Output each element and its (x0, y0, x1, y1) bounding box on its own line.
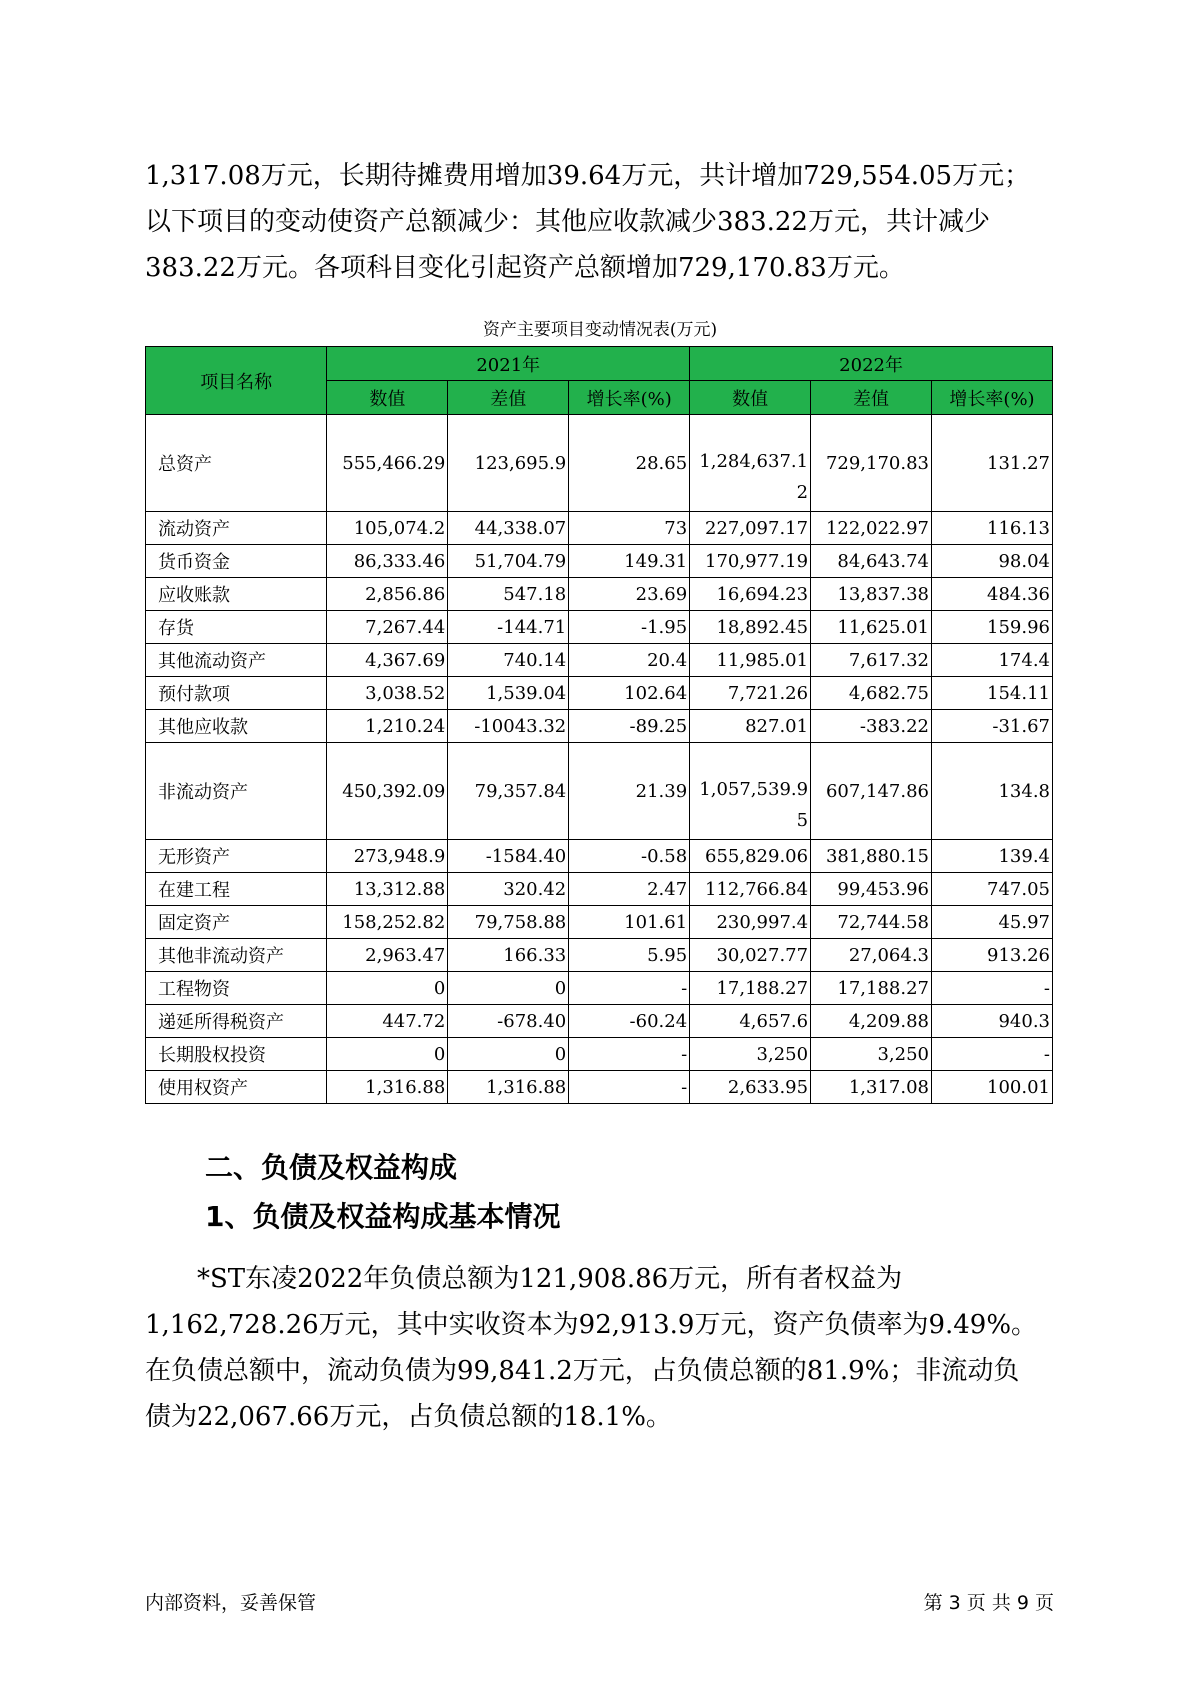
cell-v2021: 555,466.29 (327, 415, 448, 512)
cell-g2021: 149.31 (569, 545, 690, 578)
cell-d2022: 13,837.38 (811, 578, 932, 611)
cell-g2021: 101.61 (569, 906, 690, 939)
cell-v2021: 3,038.52 (327, 677, 448, 710)
cell-d2022: 607,147.86 (811, 743, 932, 840)
header-diff-2021: 差值 (448, 381, 569, 415)
cell-g2021: 5.95 (569, 939, 690, 972)
paragraph-line: 1,317.08万元，长期待摊费用增加39.64万元，共计增加729,554.05万元； (145, 161, 1031, 191)
cell-v2022: 655,829.06 (690, 840, 811, 873)
table-row (146, 644, 1053, 677)
cell-d2022: 17,188.27 (811, 972, 932, 1005)
cell-g2022: -31.67 (932, 710, 1053, 743)
cell-d2022: 122,022.97 (811, 512, 932, 545)
cell-d2021: 740.14 (448, 644, 569, 677)
cell-d2021: 1,539.04 (448, 677, 569, 710)
cell-g2022: 139.4 (932, 840, 1053, 873)
cell-v2021: 0 (327, 1038, 448, 1071)
cell-g2021: 21.39 (569, 743, 690, 840)
table-row (146, 512, 1053, 545)
cell-g2021: - (569, 1038, 690, 1071)
cell-g2022: 154.11 (932, 677, 1053, 710)
row-item-name: 工程物资 (146, 972, 327, 1005)
row-item-name: 递延所得税资产 (146, 1005, 327, 1038)
row-item-name: 在建工程 (146, 873, 327, 906)
table-row (146, 840, 1053, 873)
row-item-name: 其他流动资产 (146, 644, 327, 677)
cell-g2022: 100.01 (932, 1071, 1053, 1104)
cell-v2022: 17,188.27 (690, 972, 811, 1005)
cell-v2022: 30,027.77 (690, 939, 811, 972)
cell-g2022: 747.05 (932, 873, 1053, 906)
cell-v2022: 112,766.84 (690, 873, 811, 906)
paragraph-line: 1,162,728.26万元，其中实收资本为92,913.9万元，资产负债率为9.49%。 (145, 1310, 1038, 1340)
cell-g2022: 134.8 (932, 743, 1053, 840)
cell-v2021: 2,963.47 (327, 939, 448, 972)
row-item-name: 存货 (146, 611, 327, 644)
cell-v2021: 0 (327, 972, 448, 1005)
row-item-name: 流动资产 (146, 512, 327, 545)
row-item-name: 无形资产 (146, 840, 327, 873)
cell-d2022: 1,317.08 (811, 1071, 932, 1104)
cell-v2022: 827.01 (690, 710, 811, 743)
cell-d2021: 79,357.84 (448, 743, 569, 840)
section-heading: 二、负债及权益构成 (205, 1151, 458, 1184)
cell-g2022: - (932, 1038, 1053, 1071)
row-item-name: 使用权资产 (146, 1071, 327, 1104)
table-row (146, 545, 1053, 578)
cell-v2022 (690, 743, 811, 840)
cell-g2021: -1.95 (569, 611, 690, 644)
cell-g2022: 174.4 (932, 644, 1053, 677)
cell-d2021: 547.18 (448, 578, 569, 611)
cell-value-text: 1,057,539.95 (699, 779, 809, 831)
cell-d2022: 4,682.75 (811, 677, 932, 710)
table-row (146, 710, 1053, 743)
cell-v2022: 11,985.01 (690, 644, 811, 677)
footer-confidential-note: 内部资料，妥善保管 (145, 1592, 317, 1614)
table-row (146, 578, 1053, 611)
cell-d2022: 4,209.88 (811, 1005, 932, 1038)
paragraph-line: 在负债总额中，流动负债为99,841.2万元，占负债总额的81.9%；非流动负 (145, 1356, 1020, 1386)
cell-v2022: 227,097.17 (690, 512, 811, 545)
cell-v2021: 273,948.9 (327, 840, 448, 873)
table-row (146, 611, 1053, 644)
cell-v2022: 3,250 (690, 1038, 811, 1071)
cell-v2022: 170,977.19 (690, 545, 811, 578)
cell-d2021: 1,316.88 (448, 1071, 569, 1104)
header-year-2022: 2022年 (690, 347, 1053, 381)
cell-g2021: 28.65 (569, 415, 690, 512)
table-caption: 资产主要项目变动情况表(万元) (482, 320, 718, 340)
cell-g2021: 102.64 (569, 677, 690, 710)
cell-v2021: 1,210.24 (327, 710, 448, 743)
cell-g2021: -60.24 (569, 1005, 690, 1038)
header-growth-2021: 增长率(%) (569, 381, 690, 415)
cell-g2021: -0.58 (569, 840, 690, 873)
cell-g2021: -89.25 (569, 710, 690, 743)
table-row (146, 743, 1053, 840)
header-year-2021: 2021年 (327, 347, 690, 381)
cell-v2021: 447.72 (327, 1005, 448, 1038)
asset-change-table (145, 346, 1053, 1104)
liability-paragraph (145, 1256, 1055, 1440)
cell-g2022: 913.26 (932, 939, 1053, 972)
row-item-name: 其他非流动资产 (146, 939, 327, 972)
cell-value-text: 1,284,637.12 (699, 451, 809, 503)
footer-page-number: 第 3 页 共 9 页 (923, 1592, 1054, 1614)
header-value-2022: 数值 (690, 381, 811, 415)
intro-paragraph (145, 153, 1055, 291)
header-value-2021: 数值 (327, 381, 448, 415)
table-row (146, 677, 1053, 710)
table-row (146, 1071, 1053, 1104)
cell-d2021: -144.71 (448, 611, 569, 644)
cell-v2021: 13,312.88 (327, 873, 448, 906)
row-item-name: 预付款项 (146, 677, 327, 710)
subsection-heading: 1、负债及权益构成基本情况 (205, 1200, 561, 1233)
cell-d2021: 123,695.9 (448, 415, 569, 512)
cell-g2021: 20.4 (569, 644, 690, 677)
cell-d2021: 0 (448, 972, 569, 1005)
cell-g2022: 98.04 (932, 545, 1053, 578)
cell-g2021: 73 (569, 512, 690, 545)
cell-d2022: 27,064.3 (811, 939, 932, 972)
cell-v2021: 86,333.46 (327, 545, 448, 578)
cell-d2021: -678.40 (448, 1005, 569, 1038)
row-item-name: 非流动资产 (146, 743, 327, 840)
cell-v2022: 18,892.45 (690, 611, 811, 644)
row-item-name: 长期股权投资 (146, 1038, 327, 1071)
row-item-name: 货币资金 (146, 545, 327, 578)
table-row (146, 873, 1053, 906)
paragraph-line: 债为22,067.66万元，占负债总额的18.1%。 (145, 1402, 672, 1432)
cell-g2022: 484.36 (932, 578, 1053, 611)
paragraph-line: 以下项目的变动使资产总额减少：其他应收款减少383.22万元，共计减少 (145, 207, 990, 237)
cell-g2022: 159.96 (932, 611, 1053, 644)
cell-v2021: 4,367.69 (327, 644, 448, 677)
cell-d2022: 72,744.58 (811, 906, 932, 939)
cell-d2021: 166.33 (448, 939, 569, 972)
cell-d2021: -1584.40 (448, 840, 569, 873)
cell-v2022: 2,633.95 (690, 1071, 811, 1104)
cell-d2022: 3,250 (811, 1038, 932, 1071)
cell-d2021: 79,758.88 (448, 906, 569, 939)
cell-g2022: - (932, 972, 1053, 1005)
table-row (146, 906, 1053, 939)
table-row (146, 939, 1053, 972)
cell-d2022: 729,170.83 (811, 415, 932, 512)
cell-v2021: 158,252.82 (327, 906, 448, 939)
row-item-name: 其他应收款 (146, 710, 327, 743)
cell-g2022: 45.97 (932, 906, 1053, 939)
cell-d2022: 11,625.01 (811, 611, 932, 644)
cell-g2021: - (569, 972, 690, 1005)
cell-d2021: -10043.32 (448, 710, 569, 743)
cell-g2022: 940.3 (932, 1005, 1053, 1038)
table-row (146, 415, 1053, 512)
cell-v2021: 1,316.88 (327, 1071, 448, 1104)
header-diff-2022: 差值 (811, 381, 932, 415)
row-item-name: 总资产 (146, 415, 327, 512)
cell-g2021: 2.47 (569, 873, 690, 906)
paragraph-line: *ST东凌2022年负债总额为121,908.86万元，所有者权益为 (197, 1264, 903, 1294)
cell-d2021: 44,338.07 (448, 512, 569, 545)
cell-g2021: - (569, 1071, 690, 1104)
cell-v2021: 105,074.2 (327, 512, 448, 545)
cell-v2021: 2,856.86 (327, 578, 448, 611)
row-item-name: 固定资产 (146, 906, 327, 939)
cell-v2022: 230,997.4 (690, 906, 811, 939)
cell-v2022: 7,721.26 (690, 677, 811, 710)
cell-v2021: 7,267.44 (327, 611, 448, 644)
cell-d2021: 51,704.79 (448, 545, 569, 578)
cell-v2022 (690, 415, 811, 512)
cell-d2021: 320.42 (448, 873, 569, 906)
cell-v2022: 4,657.6 (690, 1005, 811, 1038)
cell-d2022: 381,880.15 (811, 840, 932, 873)
paragraph-line: 383.22万元。各项科目变化引起资产总额增加729,170.83万元。 (145, 253, 905, 283)
cell-d2022: -383.22 (811, 710, 932, 743)
cell-d2022: 84,643.74 (811, 545, 932, 578)
table-row (146, 1005, 1053, 1038)
cell-v2022: 16,694.23 (690, 578, 811, 611)
cell-d2022: 7,617.32 (811, 644, 932, 677)
cell-d2022: 99,453.96 (811, 873, 932, 906)
cell-g2022: 131.27 (932, 415, 1053, 512)
header-item-name: 项目名称 (146, 347, 327, 415)
cell-v2021: 450,392.09 (327, 743, 448, 840)
cell-g2022: 116.13 (932, 512, 1053, 545)
table-row (146, 1038, 1053, 1071)
header-growth-2022: 增长率(%) (932, 381, 1053, 415)
table-row (146, 972, 1053, 1005)
cell-g2021: 23.69 (569, 578, 690, 611)
cell-d2021: 0 (448, 1038, 569, 1071)
row-item-name: 应收账款 (146, 578, 327, 611)
